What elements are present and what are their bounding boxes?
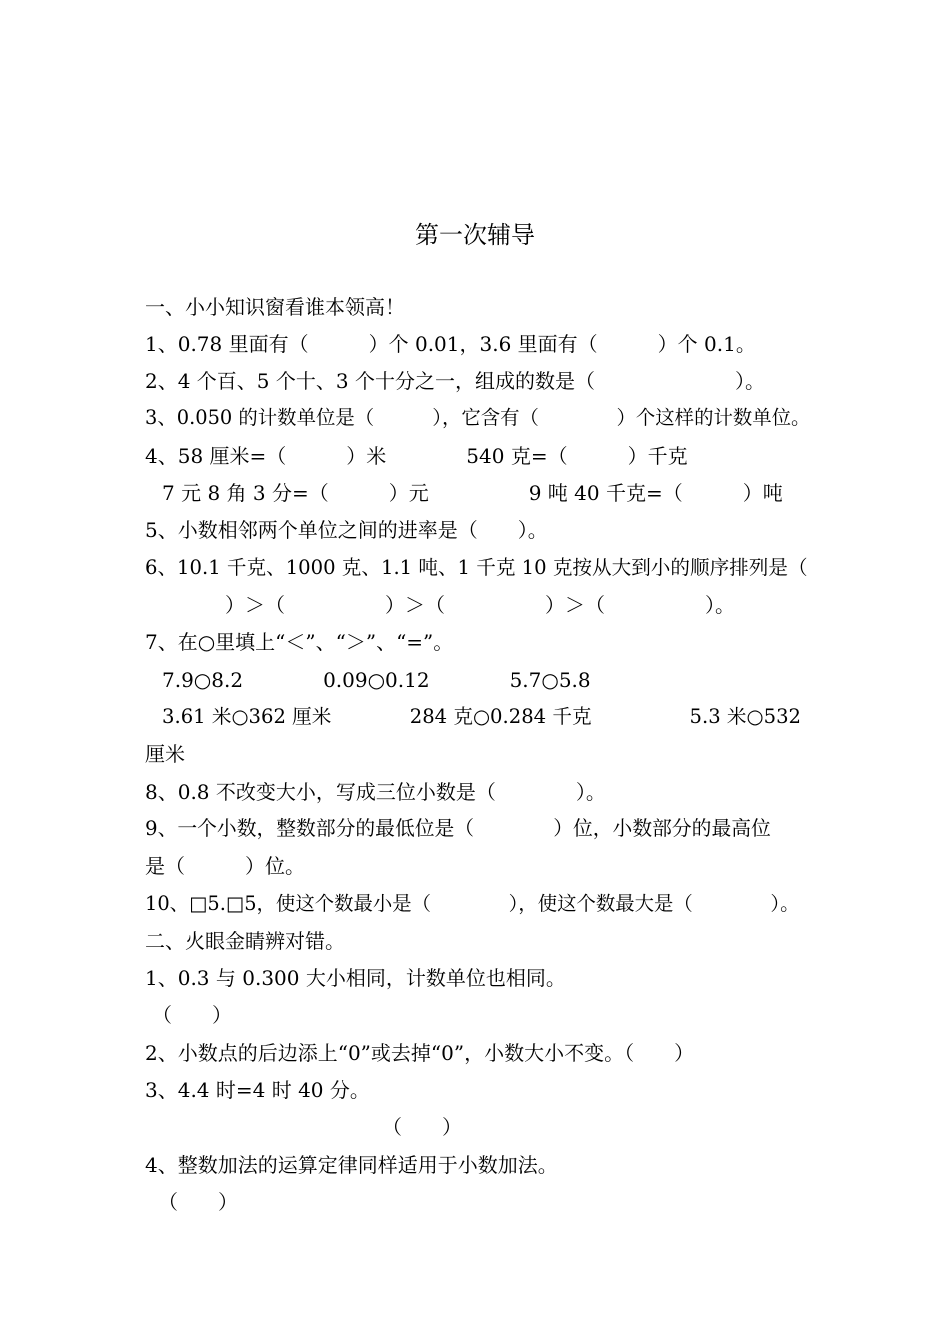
question-1-4-line-b: 7 元 8 角 3 分=（ ）元 9 吨 40 千克=（ ）吨 <box>162 481 783 505</box>
section-1-heading: 一、小小知识窗看谁本领高！ <box>145 295 405 319</box>
question-1-9-line-b: 是（ ）位。 <box>145 854 305 878</box>
question-1-7: 7、在○里填上“＜”、“＞”、“=”。 <box>145 630 454 654</box>
question-1-3: 3、0.050 的计数单位是（ ），它含有（ ）个这样的计数单位。 <box>145 406 811 429</box>
section-2-heading: 二、火眼金睛辨对错。 <box>145 929 345 953</box>
question-2-3: 3、4.4 时=4 时 40 分。 <box>145 1078 370 1102</box>
question-2-4: 4、整数加法的运算定律同样适用于小数加法。 <box>145 1153 558 1177</box>
question-1-8: 8、0.8 不改变大小，写成三位小数是（ ）。 <box>145 780 606 804</box>
question-2-4-answer: （ ） <box>158 1190 238 1214</box>
question-1-7-row-b-wrap: 厘米 <box>145 742 185 766</box>
question-1-2: 2、4 个百、5 个十、3 个十分之一，组成的数是（ ）。 <box>145 369 765 393</box>
page-title: 第一次辅导 <box>415 221 535 249</box>
question-1-7-row-b: 3.61 米○362 厘米 284 克○0.284 千克 5.3 米○532 <box>162 705 802 728</box>
question-2-2: 2、小数点的后边添上“0”或去掉“0”，小数大小不变。（ ） <box>145 1041 695 1065</box>
question-2-3-answer: （ ） <box>382 1115 462 1139</box>
question-1-5: 5、小数相邻两个单位之间的进率是（ ）。 <box>145 518 548 542</box>
question-1-4-line-a: 4、58 厘米=（ ）米 540 克=（ ）千克 <box>145 444 688 468</box>
question-1-9-line-a: 9、一个小数，整数部分的最低位是（ ）位，小数部分的最高位 <box>145 817 771 840</box>
question-2-1-answer: （ ） <box>152 1003 232 1027</box>
question-1-1: 1、0.78 里面有（ ）个 0.01，3.6 里面有（ ）个 0.1。 <box>145 332 756 356</box>
question-2-1: 1、0.3 与 0.300 大小相同，计数单位也相同。 <box>145 966 566 990</box>
question-1-6-line-b: ）＞（ ）＞（ ）＞（ ）。 <box>145 593 735 617</box>
question-1-6-line-a: 6、10.1 千克、1000 克、1.1 吨、1 千克 10 克按从大到小的顺序排列是（ <box>145 556 808 579</box>
question-1-10: 10、□5.□5，使这个数最小是（ ），使这个数最大是（ ）。 <box>145 892 800 915</box>
question-1-7-row-a: 7.9○8.2 0.09○0.12 5.7○5.8 <box>162 668 591 692</box>
